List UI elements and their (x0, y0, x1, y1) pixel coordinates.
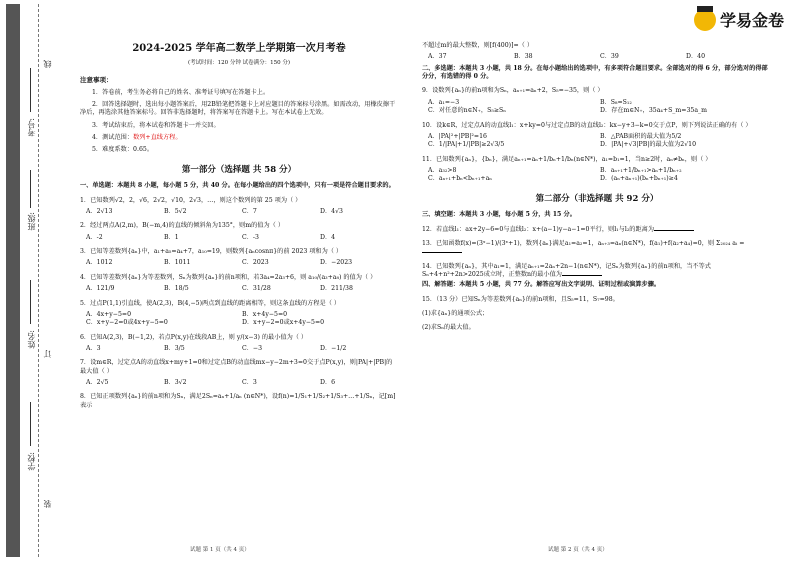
page-footer-left: 试题 第 1 页（共 4 页） (190, 547, 250, 553)
exam-no-label: 考号: (27, 118, 36, 137)
question-8: 8．已知正项数列{aₙ}的前n项和为Sₙ，满足2Sₙ=aₙ+1/aₙ (n∈N*)，设f(n)=1/S₁+1/S₂+1/S₃+…+1/Sₙ，记[m]表示 (80, 393, 396, 409)
option: A．2√13 (86, 208, 113, 216)
option: C．对任意的n∈N₊，S₅≥Sₙ (428, 107, 506, 115)
option: A．37 (428, 53, 447, 61)
option: A．a₁=−3 (428, 98, 460, 106)
notice-item: 3．考试结束后，将本试卷和答题卡一并交回。 (92, 121, 220, 129)
seal-char-2: 订 (43, 350, 52, 358)
option: D．−1/2 (320, 344, 347, 352)
question-8-options (428, 53, 772, 61)
option: B．5√2 (164, 208, 187, 216)
class-field-line (30, 170, 31, 208)
option: C．−3 (242, 344, 263, 352)
right-column (422, 36, 772, 335)
seal-char-1: 线 (43, 60, 52, 68)
seal-char-3: 装 (43, 500, 52, 508)
name-label: 姓名: (27, 330, 36, 349)
option: C．3 (242, 379, 257, 387)
option: D．211/38 (320, 285, 353, 293)
option: D．x+y−2=0或x+4y−5=0 (242, 319, 325, 327)
question-13: 13．已知函数f(x)=(3ˣ−1)/(3ˣ+1)，数列{aₙ}满足a₁=a₂=1，aₙ₊₃=aₙ(n∈N*)，f(a₁)+f(a₂+a₄)=0，则 Σ₂₀₂₄ aᵢ = (422, 240, 772, 257)
question-11: 11．已知数列{aₙ}，{bₙ}，满足aₙ₊₁=aₙ+1/bₙ+1/bₙ(n∈N*)，a₁=b₁=1，当n≥2时，aₙ≠bₙ，则（ ） (422, 155, 712, 163)
option: C．aₙ₊₁+bₙ<bₙ₊₁+aₙ (428, 175, 492, 183)
option: C．39 (600, 53, 619, 61)
part1-title: 第一部分（选择题 共 58 分） (181, 164, 297, 175)
option: A．3 (86, 344, 101, 352)
option: D．(aₙ+aₙ₊₁)(bₙ+bₙ₊₁)≥4 (600, 175, 678, 183)
option: B．38 (514, 53, 533, 61)
question-10: 10．设k∈R，过定点A的动直线l₁：x+ky=0与过定点B的动直线l₂：kx−y+3−k=0交于点P，则下列说法正确的有（ ） (422, 121, 752, 129)
name-field-line (30, 280, 31, 324)
part2-title: 第二部分（非选择题 共 92 分） (535, 193, 659, 204)
binding-margin (0, 0, 58, 561)
question-9: 9．设数列{aₙ}的前n项和为Sₙ，aₙ₊₁=aₙ+2，S₅=−35，则（ ） (422, 87, 604, 95)
question-5: 5．过点P(1,1)引直线，使A(2,3)，B(4,−5)两点到直线的距离相等，则这条直线的方程是（ ） (80, 299, 341, 307)
option: B．△PAB面积的最大值为5/2 (600, 132, 682, 140)
question-6-options (86, 345, 398, 353)
exam-no-field-line (30, 68, 31, 112)
notice-item: 4．测试范围：数列+直线方程。 (92, 134, 182, 142)
notice-heading: 注意事项： (80, 75, 113, 84)
option: D．|PA|+√3|PB|的最大值为2√10 (600, 141, 697, 149)
exam-subtitle: (考试时间：120 分钟 试卷满分：150 分) (187, 59, 291, 66)
logo-mascot-icon (694, 9, 716, 31)
question-4: 4．已知等差数列{aₙ}为等差数列，Sₙ为数列{aₙ}的前n项和，若3a₄=2a₃+6，则 a₁₀/(a₃+a₈) 的值为（ ） (80, 273, 377, 281)
question-15: 15．（13 分）已知Sₙ为等差数列{aₙ}的前n项和，且S₅=11，S₇=98。 (422, 295, 619, 303)
question-1-options (86, 208, 398, 216)
option: B．3/5 (164, 344, 185, 352)
option: D．4 (320, 233, 336, 241)
option: D．存在m∈N₊，35a₄+S_m=35a_m (600, 107, 707, 115)
question-10-options (428, 133, 772, 150)
option: A．2√5 (86, 379, 109, 387)
answer-blank[interactable] (654, 230, 694, 231)
option: C．1/|PA|+1/|PB|≥2√3/5 (428, 141, 505, 149)
question-12: 12．若直线l₁：ax+2y−6=0与直线l₂：x+(a−1)y−a−1=0平行，则l₁与l₂的距离为 (422, 226, 772, 234)
option: B．18/5 (164, 285, 189, 293)
left-column (80, 0, 398, 412)
question-8-continued: 不超过m的最大整数，则[f(400)]=（ ） (422, 42, 534, 49)
answer-blank[interactable] (422, 252, 462, 253)
option: A．-2 (86, 233, 103, 241)
option: D．−2023 (320, 259, 353, 267)
question-15-part1: (1)求{aₙ}的通项公式； (422, 310, 489, 318)
option: A．1012 (86, 259, 113, 267)
logo (694, 8, 784, 31)
page-footer-right: 试题 第 2 页（共 4 页） (548, 547, 608, 553)
notice-item: 2．回答选择题时，选出每小题答案后，用2B铅笔把答题卡上对应题目的答案标号涂黑。如需改动，用橡皮擦干净后，再选涂其他答案标号。回答非选择题时，将答案写在答题卡上。写在本试卷上无效。 (80, 101, 396, 117)
exam-title: 2024-2025 学年高二数学上学期第一次月考卷 (132, 43, 346, 54)
option: A．4x+y−5=0 (86, 310, 132, 318)
option: D．40 (686, 53, 706, 61)
option: A．a₃₂>8 (428, 166, 457, 174)
answer-blank[interactable] (562, 275, 602, 276)
option: A．|PA|²+|PB|²=16 (428, 132, 487, 140)
option: B．3√2 (164, 379, 187, 387)
binding-bar (6, 4, 20, 557)
question-list (80, 197, 398, 410)
question-3-options (86, 259, 398, 267)
option: C．7 (242, 208, 257, 216)
option: B．aₙ₊₁+1/bₙ₊₁>aₙ+1/bₙ₊₂ (600, 166, 682, 174)
section-heading: 四、解答题：本题共 5 小题，共 77 分。解答应写出文字说明、证明过程或演算步骤。 (422, 281, 661, 289)
binding-dashed-line (38, 4, 39, 557)
option: B．x+4y−5=0 (242, 310, 288, 318)
option: C．-3 (242, 233, 259, 241)
section-heading: 二、多选题：本题共 3 小题，共 18 分。在每小题给出的选项中，有多项符合题目要求。全部选对的得 6 分，部分选对的得部分分，有选错的得 0 分。 (422, 64, 768, 81)
question-3: 3．已知等差数列{aₙ}中，a₁+a₅=a₄+7，a₁₀=19，则数列{aₙcosnπ}的前 2023 项和为（ ） (80, 248, 343, 256)
class-label: 班级: (27, 212, 36, 231)
question-7: 7．设m∈R，过定点A的动直线x+my+1=0和过定点B的动直线mx−y−2m+3=0交于点P(x,y)，则|PA|+|PB|的最大值（ ） (80, 359, 393, 375)
option: C．x+y−2=0或4x+y−5=0 (86, 319, 168, 327)
question-1: 1．已知数列√2，2，√6，2√2，√10，2√3，…，则这个数列的第 25 项为（ ） (80, 196, 302, 204)
section-heading: 三、填空题：本题共 3 小题，每小题 5 分，共 15 分。 (422, 211, 576, 219)
option: A．121/9 (86, 285, 115, 293)
question-4-options (86, 285, 398, 293)
option: C．2023 (242, 259, 269, 267)
option: B．1 (164, 233, 179, 241)
test-range: 数列+直线方程。 (133, 134, 182, 142)
question-5-options (86, 311, 398, 328)
question-6: 6．已知A(2,3)，B(−1,2)，若点P(x,y)在线段AB上，则 y/(x−3) 的最小值为（ ） (80, 333, 308, 341)
option: B．1011 (164, 259, 191, 267)
notice-item: 1．答卷前，考生务必将自己的姓名、准考证号填写在答题卡上。 (92, 88, 270, 96)
option: D．6 (320, 379, 336, 387)
question-14: 14．已知数列{aₙ}，其中a₁=1，满足aₙ₊₁=2aₙ+2n−1(n∈N*)，记Sₙ为数列{aₙ}的前n项和，当不等式Sₙ+4+n²+2n>2025成立时，正整数n的最小值为 (422, 262, 711, 278)
school-field-line (30, 402, 31, 446)
question-7-options (86, 379, 398, 387)
question-15-part2: (2)求Sₙ的最大值。 (422, 324, 475, 332)
question-11-options (428, 167, 772, 184)
option: B．S₈=S₁₂ (600, 98, 632, 106)
question-9-options (428, 99, 772, 116)
notice-item: 5．难度系数：0.65。 (92, 146, 154, 154)
option: D．4√3 (320, 208, 343, 216)
section-heading: 一、单选题：本题共 8 小题，每小题 5 分，共 40 分。在每小题给出的四个选项中，只有一项是符合题目要求的。 (80, 182, 395, 190)
school-label: 学校: (27, 452, 36, 471)
logo-text: 学易金卷 (719, 11, 784, 30)
option: C．31/28 (242, 285, 271, 293)
question-2-options (86, 234, 398, 242)
question-2: 2．经过两点A(2,m)，B(−m,4)的直线的倾斜角为135°，则m的值为（ ） (80, 222, 285, 230)
